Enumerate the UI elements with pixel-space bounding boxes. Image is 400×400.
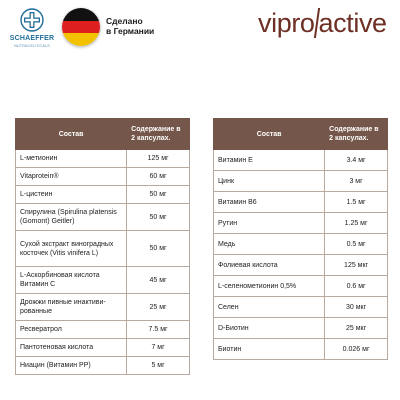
ingredient-amount: 50 мг xyxy=(127,204,190,231)
ingredient-name: Витамин В6 xyxy=(214,192,325,213)
ingredient-amount: 30 мкг xyxy=(325,297,388,318)
table-row xyxy=(16,267,190,294)
brand-right: active xyxy=(318,8,387,38)
ingredient-name: L-метионин xyxy=(16,150,127,168)
table-row xyxy=(214,297,388,318)
table-row xyxy=(214,234,388,255)
table-row xyxy=(214,171,388,192)
ingredient-amount: 60 мг xyxy=(127,168,190,186)
made-in-line2: в Германии xyxy=(106,26,155,36)
ingredient-amount: 25 мг xyxy=(127,294,190,321)
ingredient-name: L-селенометионин 0,5% xyxy=(214,276,325,297)
table-row xyxy=(16,231,190,267)
ingredient-amount: 1.25 мг xyxy=(325,213,388,234)
table-row xyxy=(16,168,190,186)
table-header-row xyxy=(214,119,388,150)
table-row xyxy=(16,204,190,231)
ingredient-amount: 3 мг xyxy=(325,171,388,192)
table-row xyxy=(16,357,190,375)
ingredient-amount: 7.5 мг xyxy=(127,321,190,339)
ingredient-amount: 1.5 мг xyxy=(325,192,388,213)
table-row xyxy=(16,186,190,204)
ingredient-amount: 0.6 мг xyxy=(325,276,388,297)
ingredient-name: Сухой экстракт виноградных косточек (Vitis vinifera L) xyxy=(16,231,127,267)
column-header-amount: Содержание в 2 капсулах. xyxy=(127,119,190,150)
schaeffer-subtitle: NUTRACEUTICALS xyxy=(14,44,50,48)
table-row xyxy=(214,339,388,360)
ingredient-name: Фолиевая кислота xyxy=(214,255,325,276)
ingredient-amount: 0.5 мг xyxy=(325,234,388,255)
ingredient-amount: 125 мкг xyxy=(325,255,388,276)
composition-table-left xyxy=(15,118,190,375)
ingredient-name: Пантотеновая кислота xyxy=(16,339,127,357)
german-flag-icon xyxy=(62,8,100,46)
ingredient-name: Биотин xyxy=(214,339,325,360)
ingredient-amount: 0.026 мг xyxy=(325,339,388,360)
ingredient-name: D-Биотин xyxy=(214,318,325,339)
ingredient-amount: 50 мг xyxy=(127,186,190,204)
column-header-amount: Содержание в 2 капсулах. xyxy=(325,119,388,150)
made-in-line1: Сделано xyxy=(106,16,143,26)
ingredient-amount: 45 мг xyxy=(127,267,190,294)
composition-table-right xyxy=(213,118,388,360)
column-header-name: Состав xyxy=(214,119,325,150)
ingredient-name: L-цистеин xyxy=(16,186,127,204)
table-row xyxy=(214,276,388,297)
ingredient-amount: 125 мг xyxy=(127,150,190,168)
table-row xyxy=(214,255,388,276)
ingredient-name: Ресвератрол xyxy=(16,321,127,339)
ingredient-amount: 5 мг xyxy=(127,357,190,375)
ingredient-amount: 7 мг xyxy=(127,339,190,357)
ingredient-amount: 3.4 мг xyxy=(325,150,388,171)
schaeffer-name: SCHAEFFER xyxy=(9,35,55,42)
table-row xyxy=(214,213,388,234)
ingredient-name: L-Аскорбиновая кислота Витамин С xyxy=(16,267,127,294)
table-row xyxy=(214,318,388,339)
table-row xyxy=(16,339,190,357)
table-row xyxy=(16,294,190,321)
table-row xyxy=(16,321,190,339)
vipro-active-logo xyxy=(258,8,387,39)
ingredient-name: Рутин xyxy=(214,213,325,234)
table-row xyxy=(16,150,190,168)
ingredient-name: Vitaprotein® xyxy=(16,168,127,186)
ingredient-name: Витамин Е xyxy=(214,150,325,171)
made-in-germany xyxy=(106,16,154,36)
ingredient-name: Селен xyxy=(214,297,325,318)
ingredient-name: Дрожжи пивные инактиви-рованные xyxy=(16,294,127,321)
brand-left: vipro xyxy=(258,8,315,38)
medical-cross-icon xyxy=(20,8,44,32)
table-row xyxy=(214,192,388,213)
ingredient-amount: 25 мкг xyxy=(325,318,388,339)
ingredient-name: Цинк xyxy=(214,171,325,192)
table-header-row xyxy=(16,119,190,150)
table-row xyxy=(214,150,388,171)
ingredient-amount: 50 мг xyxy=(127,231,190,267)
ingredient-name: Ниацин (Витамин PP) xyxy=(16,357,127,375)
header xyxy=(0,0,400,70)
schaeffer-logo xyxy=(8,8,56,60)
ingredient-name: Спирулина (Spirulina platensis (Gomont) Geitler) xyxy=(16,204,127,231)
ingredient-name: Медь xyxy=(214,234,325,255)
column-header-name: Состав xyxy=(16,119,127,150)
